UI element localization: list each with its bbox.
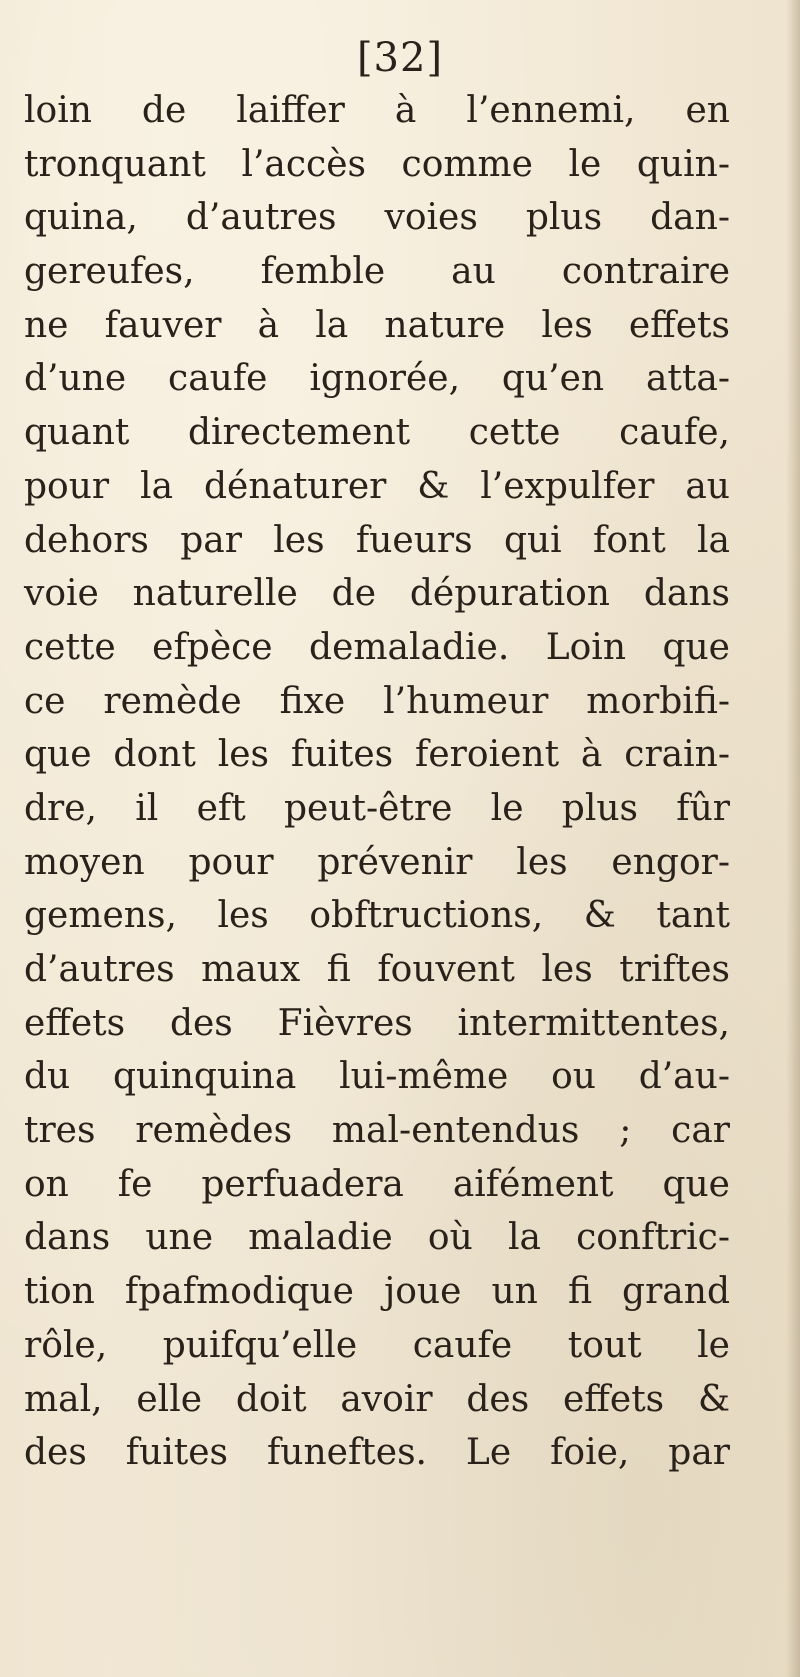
text-line: d’autres maux fi fouvent les triftes [24, 949, 730, 990]
text-line: dre, il eft peut-être le plus fûr [24, 787, 730, 829]
text-line: d’une caufe ignorée, qu’en atta- [24, 358, 730, 400]
text-line: loin de laiffer à l’ennemi, en [24, 90, 730, 131]
text-line: mal, elle doit avoir des effets & [24, 1378, 730, 1420]
text-line: rôle, puifqu’elle caufe tout le [24, 1324, 730, 1366]
text-line: des fuites funeftes. Le foie, par [24, 1432, 730, 1474]
text-line: tion fpafmodique joue un fi grand [24, 1271, 730, 1313]
text-line: quina, d’autres voies plus dan- [24, 197, 730, 239]
text-line: tres remèdes mal-entendus ; car [24, 1110, 730, 1152]
page-edge-shadow [786, 0, 800, 1677]
text-line: ne fauver à la nature les effets [24, 304, 730, 346]
text-line: ce remède fixe l’humeur morbifi- [24, 680, 730, 722]
text-line: voie naturelle de dépuration dans [24, 573, 730, 615]
page-number: [32] [356, 35, 444, 81]
text-line: effets des Fièvres intermittentes, [24, 1002, 730, 1044]
text-line: gemens, les obftructions, & tant [24, 895, 730, 937]
text-line: on fe perfuadera aifément que [24, 1163, 730, 1205]
text-line: moyen pour prévenir les engor- [24, 841, 730, 883]
text-line: gereufes, femble au contraire [24, 251, 730, 293]
text-line: tronquant l’accès comme le quin- [24, 143, 730, 185]
text-line: dans une maladie où la conftric- [24, 1217, 730, 1259]
text-line: du quinquina lui-même ou d’au- [24, 1056, 730, 1098]
text-line: pour la dénaturer & l’expulfer au [24, 465, 730, 507]
text-line: quant directement cette caufe, [24, 412, 730, 454]
text-line: cette efpèce demaladie. Loin que [24, 626, 730, 668]
text-line: que dont les fuites feroient à crain- [24, 734, 730, 776]
body-text [24, 84, 730, 1480]
text-line: dehors par les fueurs qui font la [24, 519, 730, 561]
